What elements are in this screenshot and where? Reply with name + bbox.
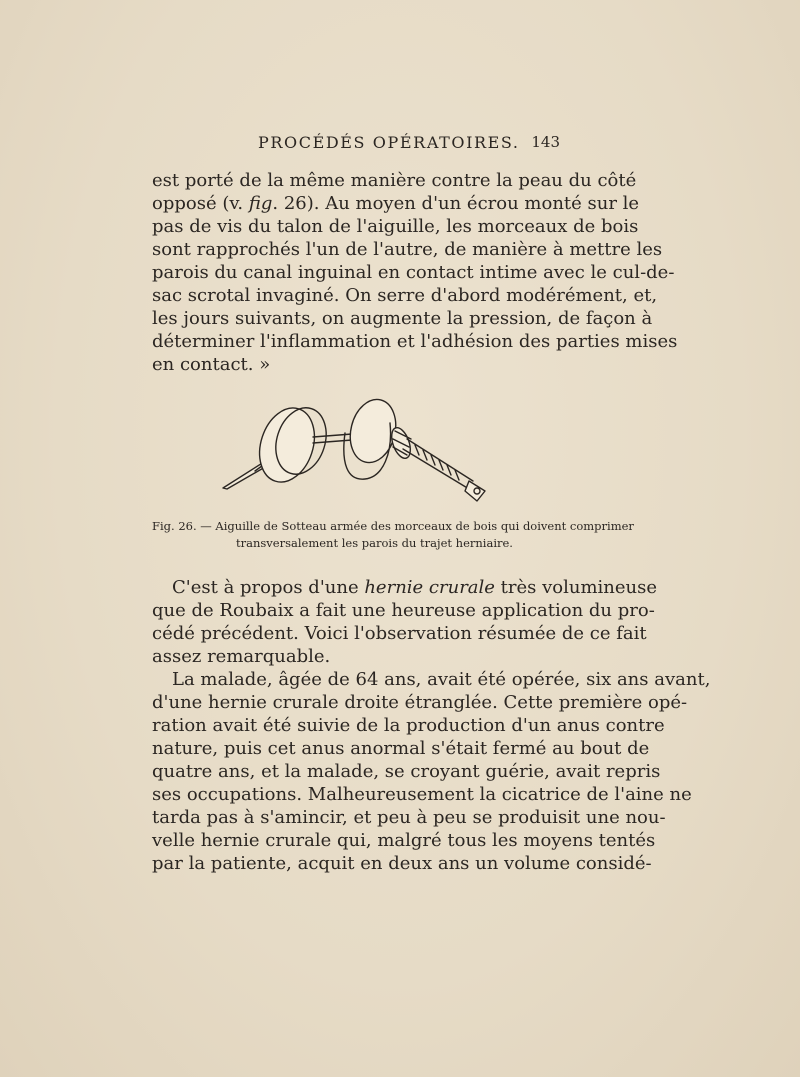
text-line: est porté de la même manière contre la peau du côté [152,170,637,191]
text-line: tarda pas à s'amincir, et peu à peu se produisit une nou- [152,807,666,828]
text-line: ses occupations. Malheureusement la cicatrice de l'aine ne [152,784,692,805]
text-line: d'une hernie crurale droite étranglée. Cette première opé- [152,692,688,713]
caption-label: Fig. 26. — [152,519,212,533]
text-line: assez remarquable. [152,646,331,667]
text-line: pas de vis du talon de l'aiguille, les morceaux de bois [152,216,639,237]
text-line: sac scrotal invaginé. On serre d'abord modérément, et, [152,285,658,306]
emphasis: hernie crurale [364,577,495,598]
main-text [152,576,711,875]
text-line: ration avait été suivie de la production d'un anus contre [152,715,665,736]
text-line: La malade, âgée de 64 ans, avait été opérée, six ans avant, [172,669,711,690]
text-line: opposé (v. fig. 26). Au moyen d'un écrou monté sur le [152,193,640,214]
text-line: quatre ans, et la malade, se croyant guérie, avait repris [152,761,661,782]
figure-reference: fig [248,193,273,214]
figure-caption [152,518,634,552]
text-line: cédé précédent. Voici l'observation résumée de ce fait [152,623,647,644]
sotteau-needle-illustration [215,393,515,508]
text-line: que de Roubaix a fait une heureuse application du pro- [152,600,655,621]
text-line: velle hernie crurale qui, malgré tous les moyens tentés [152,830,656,851]
text-line: parois du canal inguinal en contact intime avec le cul-de- [152,262,675,283]
text-line: en contact. » [152,354,271,375]
page-number: 143 [531,133,560,151]
caption-text: transversalement les parois du trajet herniaire. [236,536,513,550]
text-line: par la patiente, acquit en deux ans un volume considé- [152,853,652,874]
caption-text: Aiguille de Sotteau armée des morceaux de bois qui doivent comprimer [211,519,634,533]
running-head [150,133,560,157]
text-line: C'est à propos d'une hernie crurale très volumineuse [172,577,658,598]
paragraph-continuation [152,169,678,376]
text-line: déterminer l'inflammation et l'adhésion des parties mises [152,331,678,352]
text-line: les jours suivants, on augmente la pression, de façon à [152,308,653,329]
running-title: PROCÉDÉS OPÉRATOIRES. [258,133,520,152]
text-line: nature, puis cet anus anormal s'était fermé au bout de [152,738,650,759]
text-line: sont rapprochés l'un de l'autre, de manière à mettre les [152,239,663,260]
